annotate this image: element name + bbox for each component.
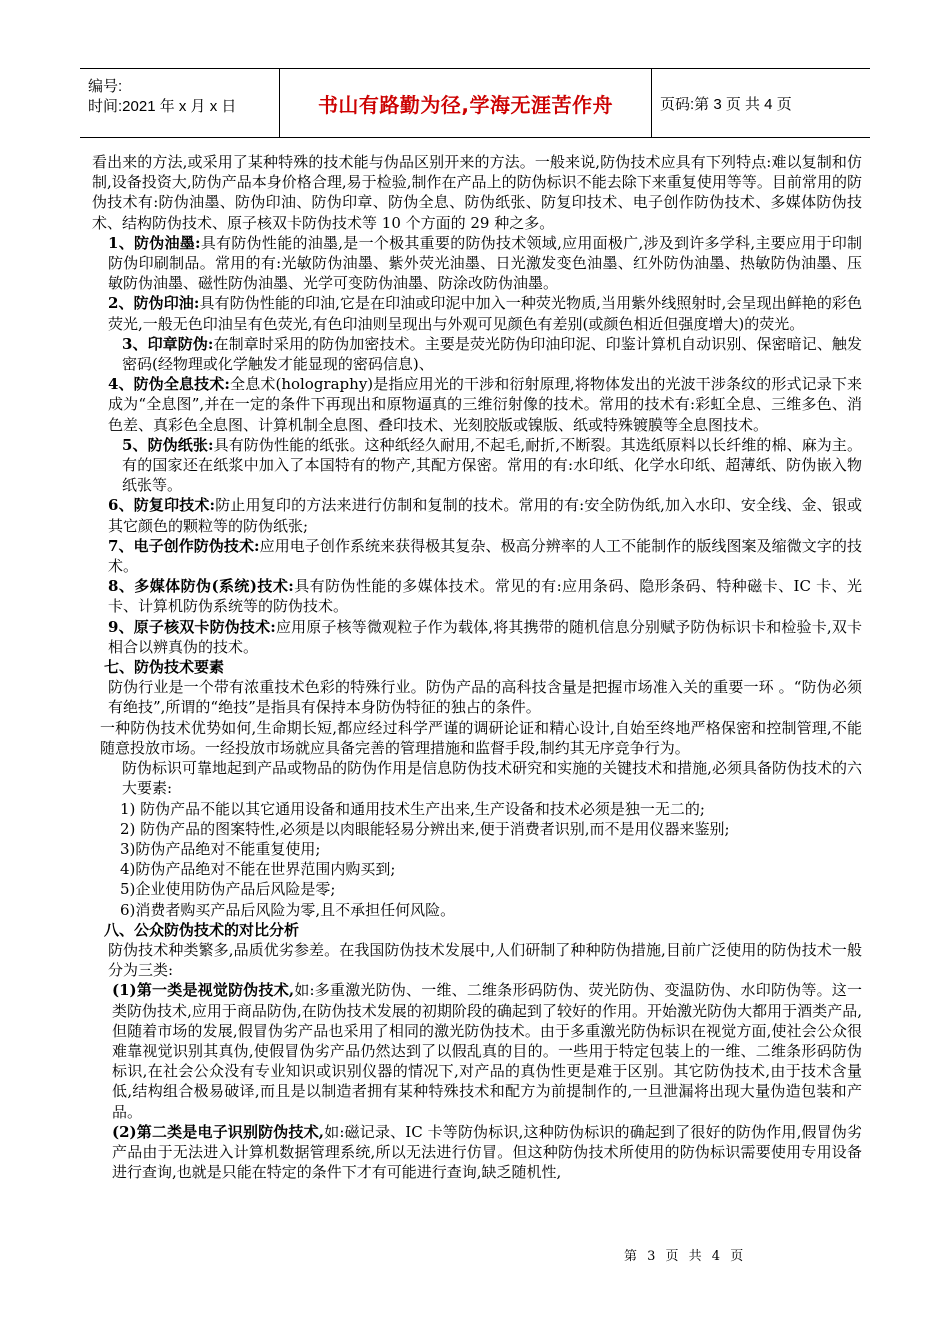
paragraph-anticopy: 6、防复印技术:防止用复印的方法来进行仿制和复制的技术。常用的有:安全防伪纸,加入水印、安全线、金、银或其它颜色的颗粒等的防伪纸张; (108, 496, 862, 535)
paragraph-electronic: 7、电子创作防伪技术:应用电子创作系统来获得极其复杂、极高分辨率的人工不能制作的版线图案及缩微文字的技术。 (108, 536, 862, 576)
list-item: 3)防伪产品绝对不能重复使用; (120, 839, 321, 858)
section-8-category-2: (2)第二类是电子识别防伪技术,如:磁记录、IC 卡等防伪标识,这种防伪标识的确起到了很好的防伪作用,假冒伪劣产品由于无法进入计算机数据管理系统,所以无法进行仿冒。但这种防伪技术所使用的防伪标识需要使用专用设备进行查询,也就是只能在特定的条件下才有可能进行查询,缺乏随机性, (112, 1122, 863, 1182)
header-page-info-cell (652, 69, 870, 137)
paragraph-seal: 3、印章防伪:在制章时采用的防伪加密技术。主要是荧光防伪印油印泥、印鉴计算机自动识别、保密暗记、触发密码(经物理或化学触发才能显现的密码信息)、 (122, 334, 862, 374)
document-body (92, 152, 862, 1182)
list-item: 2) 防伪产品的图案特性,必须是以肉眼能轻易分辨出来,便于消费者识别,而不是用仪器来鉴别; (120, 819, 730, 838)
list-item: 1) 防伪产品不能以其它通用设备和通用技术生产出来,生产设备和技术必须是独一无二的; (120, 799, 705, 818)
section-7-paragraph-3: 防伪标识可靠地起到产品或物品的防伪作用是信息防伪技术研究和实施的关键技术和措施,必须具备防伪技术的六大要素: (122, 759, 862, 798)
page-header (80, 68, 870, 138)
header-motto-cell (280, 69, 652, 137)
paragraph-ink: 1、防伪油墨:具有防伪性能的油墨,是一个极其重要的防伪技术领域,应用面极广,涉及到许多学科,主要应用于印制防伪印刷制品。常用的有:光敏防伪油墨、紫外荧光油墨、日光激发变色油墨、红外防伪油墨、热敏防伪油墨、压敏防伪油墨、磁性防伪油墨、光学可变防伪油墨、防涂改防伪油墨。 (108, 233, 862, 293)
section-8-category-1: (1)第一类是视觉防伪技术,如:多重激光防伪、一维、二维条形码防伪、荧光防伪、变温防伪、水印防伪等。这一类防伪技术,应用于商品防伪,在防伪技术发展的初期阶段的确起到了较好的作用。开始激光防伪大都用于酒类产品,但随着市场的发展,假冒伪劣产品也采用了相同的激光防伪技术。由于多重激光防伪标识在视觉方面,使社会公众很难靠视觉识别其真伪,使假冒伪劣产品仍然达到了以假乱真的目的。一些用于特定包装上的一维、二维条形码防伪标识,在社会公众没有专业知识或识别仪器的情况下,对产品的真伪性更是难于区别。其它防伪技术,由于技术含量低,结构组合极易破译,而且是以制造者拥有某种特殊技术和配方为前提制作的,一旦泄漏将出现大量伪造包装和产品。 (112, 981, 862, 1121)
header-page-info: 页码:第 3 页 共 4 页 (660, 95, 792, 113)
section-7-heading: 七、防伪技术要素 (104, 658, 225, 677)
list-item: 5)企业使用防伪产品后风险是零; (120, 880, 336, 899)
section-8-heading: 八、公众防伪技术的对比分析 (104, 920, 300, 939)
paragraph-hologram: 4、防伪全息技术:全息术(holography)是指应用光的干涉和衍射原理,将物体发出的光波干涉条纹的形式记录下来成为“全息图”,并在一定的条件下再现出和原物逼真的三维衍射像的技术。常用的技术有:彩虹全息、三维多色、消色差、真彩色全息图、计算机制全息图、叠印技术、光刻胶版或镍版、纸或特殊镀膜等全息图技术。 (108, 375, 862, 434)
paragraph-nuclear: 9、原子核双卡防伪技术:应用原子核等微观粒子作为载体,将其携带的随机信息分别赋予防伪标识卡和检验卡,双卡相合以辨真伪的技术。 (108, 617, 862, 656)
paragraph-multimedia: 8、多媒体防伪(系统)技术:具有防伪性能的多媒体技术。常见的有:应用条码、隐形条码、特种磁卡、IC 卡、光卡、计算机防伪系统等的防伪技术。 (108, 577, 863, 616)
paragraph-intro: 看出来的方法,或采用了某种特殊的技术能与伪品区别开来的方法。一般来说,防伪技术应具有下列特点:难以复制和仿制,设备投资大,防伪产品本身价格合理,易于检验,制作在产品上的防伪标识不能去除下来重复使用等等。目前常用的防伪技术有:防伪油墨、防伪印油、防伪印章、防伪全息、防伪纸张、防复印技术、电子创作防伪技术、多媒体防伪技术、结构防伪技术、原子核双卡防伪技术等 10 个方面的 29 种之多。 (92, 153, 862, 232)
page-footer: 第 3 页 共 4 页 (624, 1249, 747, 1264)
header-motto: 书山有路勤为径,学海无涯苦作舟 (317, 92, 614, 117)
section-7-paragraph-1: 防伪行业是一个带有浓重技术色彩的特殊行业。防伪产品的高科技含量是把握市场准入关的重要一环 。“防伪必须有绝技”,所谓的“绝技”是指具有保持本身防伪特征的独占的条件。 (108, 678, 862, 717)
paragraph-stamp-oil: 2、防伪印油:具有防伪性能的印油,它是在印油或印泥中加入一种荧光物质,当用紫外线照射时,会呈现出鲜艳的彩色荧光,一般无色印油呈有色荧光,有色印油则呈现出与外观可见颜色有差别(或颜色相近但强度增大)的荧光。 (108, 294, 862, 333)
list-item: 4)防伪产品绝对不能在世界范围内购买到; (120, 860, 396, 879)
section-7-paragraph-2: 一种防伪技术优势如何,生命期长短,都应经过科学严谨的调研论证和精心设计,自始至终地严格保密和控制管理,不能随意投放市场。一经投放市场就应具备完善的管理措施和监督手段,制约其无序竞争行为。 (100, 718, 862, 757)
paragraph-paper: 5、防伪纸张:具有防伪性能的纸张。这种纸经久耐用,不起毛,耐折,不断裂。其选纸原料以长纤维的棉、麻为主。有的国家还在纸浆中加入了本国特有的物产,其配方保密。常用的有:水印纸、化学水印纸、超薄纸、防伪嵌入物纸张等。 (122, 435, 862, 495)
section-8-paragraph-1: 防伪技术种类繁多,品质优劣参差。在我国防伪技术发展中,人们研制了种种防伪措施,目前广泛使用的防伪技术一般分为三类: (108, 940, 862, 980)
header-meta (80, 69, 280, 137)
document-time-label: 时间:2021 年 x 月 x 日 (88, 98, 237, 115)
document-number-label: 编号: (88, 78, 123, 95)
list-item: 6)消费者购买产品后风险为零,且不承担任何风险。 (120, 900, 456, 919)
